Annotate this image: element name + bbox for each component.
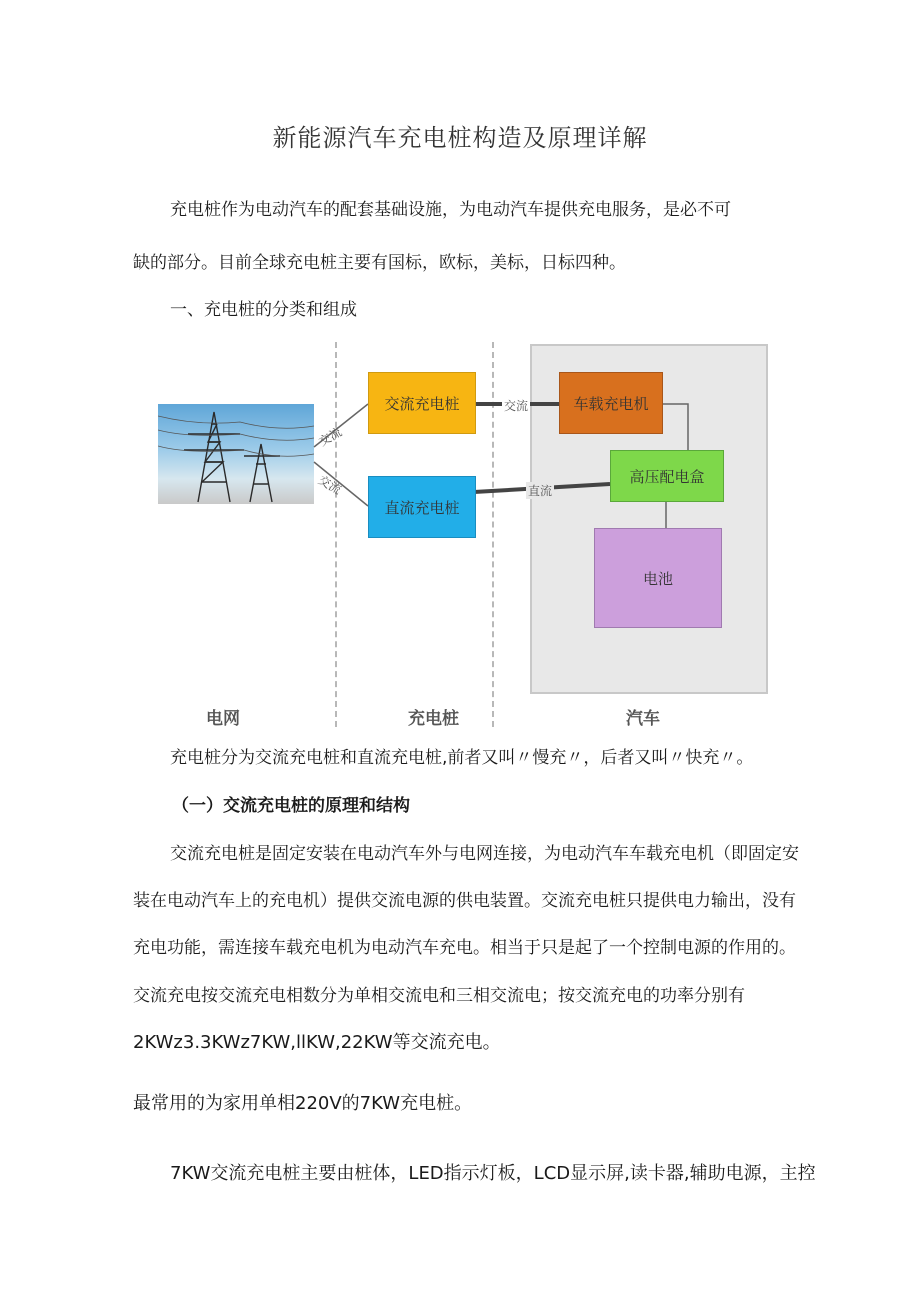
- ac-paragraph-line-4: 交流充电按交流充电相数分为单相交流电和三相交流电；按交流充电的功率分别有: [133, 986, 745, 1006]
- edge-label-grid-to-ac: 交流: [316, 424, 345, 449]
- page-title: 新能源汽车充电桩构造及原理详解: [272, 124, 648, 152]
- ac-paragraph-line-5: 2KWz3.3KWz7KW,llKW,22KW等交流充电。: [133, 1032, 501, 1053]
- onboard-charger-box: 车载充电机: [559, 372, 663, 434]
- ac-paragraph-line-7: 7KW交流充电桩主要由桩体，LED指示灯板，LCD显示屏,读卡器,辅助电源，主控: [170, 1163, 816, 1184]
- section-heading-classification: 一、充电桩的分类和组成: [170, 300, 357, 320]
- ac-paragraph-line-1: 交流充电桩是固定安装在电动汽车外与电网连接，为电动汽车车载充电机（即固定安: [170, 844, 799, 864]
- charging-system-diagram: [150, 342, 780, 727]
- intro-paragraph-line-2: 缺的部分。目前全球充电桩主要有国标，欧标，美标，日标四种。: [133, 253, 626, 273]
- zone-label-charging-pile: 充电桩: [408, 709, 459, 729]
- zone-label-grid: 电网: [206, 709, 240, 729]
- zone-label-car: 汽车: [626, 709, 660, 729]
- battery-box: 电池: [594, 528, 722, 628]
- high-voltage-distribution-box: 高压配电盒: [610, 450, 724, 502]
- ac-paragraph-line-2: 装在电动汽车上的充电机）提供交流电源的供电装置。交流充电桩只提供电力输出，没有: [133, 891, 796, 911]
- dc-charging-pile-box: 直流充电桩: [368, 476, 476, 538]
- edge-label-ac-to-car: 交流: [504, 399, 529, 413]
- ac-charging-pile-box: 交流充电桩: [368, 372, 476, 434]
- subsection-heading-ac-pile: （一）交流充电桩的原理和结构: [172, 796, 410, 816]
- ac-paragraph-line-6: 最常用的为家用单相220V的7KW充电桩。: [133, 1093, 473, 1114]
- ac-paragraph-line-3: 充电功能，需连接车载充电机为电动汽车充电。相当于只是起了一个控制电源的作用的。: [133, 938, 796, 958]
- classification-paragraph: 充电桩分为交流充电桩和直流充电桩,前者又叫〃慢充〃，后者又叫〃快充〃。: [170, 748, 754, 768]
- edge-label-grid-to-dc: 交流: [315, 472, 344, 497]
- edge-label-dc-to-car: 直流: [528, 484, 553, 498]
- intro-paragraph-line-1: 充电桩作为电动汽车的配套基础设施，为电动汽车提供充电服务，是必不可: [170, 200, 731, 220]
